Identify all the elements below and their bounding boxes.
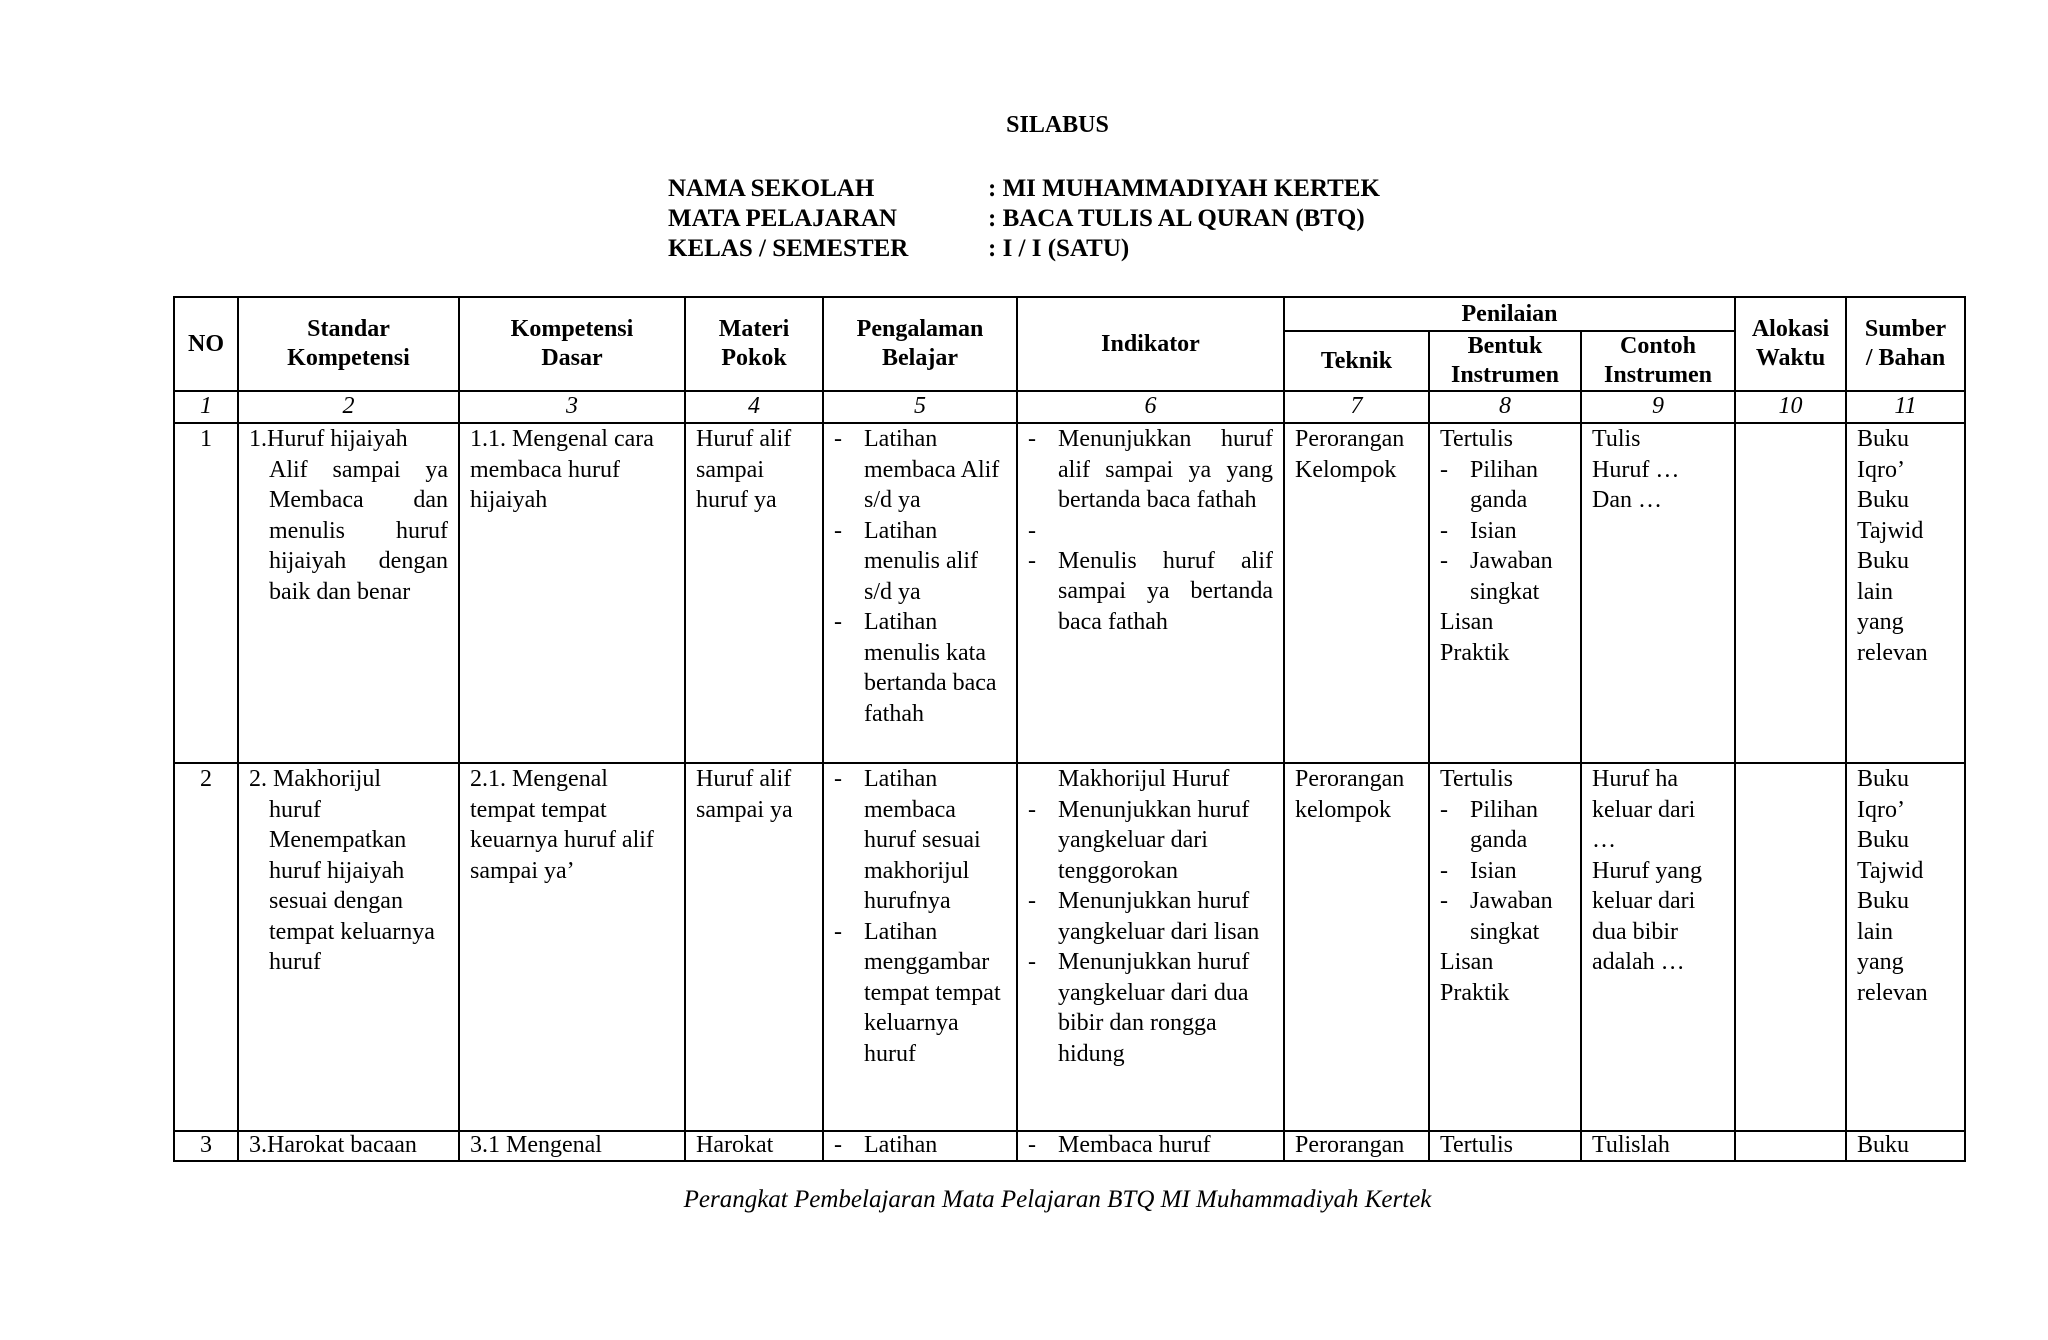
cell-bentuk-instrumen (1429, 763, 1581, 1131)
list-item: - Jawaban singkat (1440, 886, 1570, 947)
header-line: Standar (307, 316, 390, 342)
cell-kompetensi-dasar: 2.1. Mengenal tempat tempat keuarnya huruf alif sampai ya’ (459, 763, 685, 1131)
contoh-line: keluar dari (1592, 796, 1696, 823)
list-item: - Isian (1440, 516, 1570, 547)
sumber-line: Buku (1857, 548, 1910, 574)
cell-sumber-bahan: Buku (1846, 1131, 1965, 1161)
cell-bentuk-instrumen (1429, 423, 1581, 763)
header-line: Dasar (541, 345, 603, 371)
column-number: 2 (238, 391, 459, 423)
spacer (1028, 516, 1273, 546)
contoh-line: Huruf … (1592, 456, 1680, 483)
header-pengalaman-belajar (823, 297, 1017, 391)
sumber-line: lain (1857, 918, 1894, 945)
cell-teknik: Perorangan Kelompok (1284, 423, 1429, 763)
header-line: Bentuk (1467, 333, 1543, 359)
cell-pengalaman-belajar (823, 423, 1017, 763)
header-line: Kompetensi (510, 316, 634, 342)
header-indikator: Indikator (1017, 297, 1284, 391)
cell-sumber-bahan (1846, 763, 1965, 1131)
column-number: 5 (823, 391, 1017, 423)
list-item: - Latihan menulis alif s/d ya (834, 516, 1006, 608)
cell-bentuk-instrumen: Tertulis (1429, 1131, 1581, 1161)
contoh-line: Huruf yang (1592, 857, 1702, 884)
list-item: - Latihan membaca Alif s/d ya (834, 424, 1006, 516)
cell-pengalaman-belajar (823, 763, 1017, 1131)
column-number: 4 (685, 391, 823, 423)
sumber-line: relevan (1857, 979, 1928, 1006)
cell-alokasi-waktu (1735, 763, 1846, 1131)
sk-text: huruf Menempatkan huruf hijaiyah sesuai dengan tempat keluarnya huruf (269, 796, 435, 975)
header-line: Contoh (1620, 333, 1697, 359)
list-item: - Menunjukkan huruf yangkeluar dari lisan (1028, 886, 1273, 947)
cell-kompetensi-dasar: 3.1 Mengenal (459, 1131, 685, 1161)
list-item: - Menunjukkan huruf alif sampai ya yang bertanda baca fathah (1028, 424, 1273, 516)
sk-heading: 1.Huruf hijaiyah (249, 426, 408, 452)
contoh-line: keluar dari (1592, 888, 1696, 914)
meta-label: MATA PELAJARAN (668, 205, 897, 232)
meta-row (668, 234, 1380, 264)
list-item: - Jawaban singkat (1440, 546, 1570, 607)
meta-label: NAMA SEKOLAH (668, 175, 875, 202)
header-no: NO (174, 297, 238, 391)
sumber-line: Iqro’ (1857, 796, 1906, 823)
sumber-line: Buku (1857, 827, 1910, 853)
sumber-line: Buku (1857, 766, 1910, 792)
cell-indikator (1017, 423, 1284, 763)
list-item: - Latihan menggambar tempat tempat keluarnya huruf (834, 917, 1006, 1070)
sumber-line: Buku (1857, 487, 1910, 513)
contoh-line: Huruf ha (1592, 766, 1678, 792)
column-number: 10 (1735, 391, 1846, 423)
list-item: - Isian (1440, 856, 1570, 887)
contoh-line: Dan … (1592, 487, 1662, 513)
cell-indikator (1017, 1131, 1284, 1161)
header-line: Belajar (882, 345, 958, 371)
header-teknik: Teknik (1284, 331, 1429, 391)
cell-materi-pokok: Huruf alif sampai ya (685, 763, 823, 1131)
sumber-line: Tajwid (1857, 517, 1924, 544)
column-number-row (174, 391, 1965, 423)
cell-standar-kompetensi (238, 423, 459, 763)
contoh-line: dua bibir (1592, 918, 1678, 945)
list-item: - Membaca huruf (1028, 1132, 1273, 1159)
meta-value: : I / I (SATU) (988, 235, 1130, 262)
cell-materi-pokok: Harokat (685, 1131, 823, 1161)
syllabus-table (173, 296, 1966, 1162)
column-number: 8 (1429, 391, 1581, 423)
header-line: Materi (718, 316, 790, 342)
header-penilaian: Penilaian (1284, 297, 1735, 331)
list-item: - Menunjukkan huruf yangkeluar dari dua bibir dan rongga hidung (1028, 947, 1273, 1069)
bentuk-heading: Tertulis (1440, 426, 1513, 452)
bentuk-line: Praktik (1440, 979, 1510, 1006)
header-line: Pengalaman (856, 316, 984, 342)
header-materi-pokok (685, 297, 823, 391)
header-sumber-bahan (1846, 297, 1965, 391)
cell-alokasi-waktu (1735, 423, 1846, 763)
cell-alokasi-waktu (1735, 1131, 1846, 1161)
cell-teknik: Perorangan (1284, 1131, 1429, 1161)
list-item: - Latihan membaca huruf sesuai makhorijul hurufnya (834, 764, 1006, 917)
meta-row (668, 204, 1380, 234)
sumber-line: lain (1857, 578, 1894, 605)
header-bentuk-instrumen (1429, 331, 1581, 391)
column-number: 6 (1017, 391, 1284, 423)
column-number: 7 (1284, 391, 1429, 423)
sk-text: Alif sampai ya Membaca dan menulis huruf hijaiyah dengan baik dan benar (269, 456, 448, 605)
contoh-line: Tulis (1592, 426, 1641, 452)
cell-standar-kompetensi (238, 763, 459, 1131)
contoh-line: … (1592, 827, 1616, 853)
header-line: Instrumen (1450, 362, 1559, 388)
header-line: Instrumen (1604, 362, 1713, 388)
sumber-line: Iqro’ (1857, 456, 1906, 483)
meta-row (668, 174, 1380, 204)
sumber-line: Buku (1857, 426, 1910, 452)
cell-no: 1 (174, 423, 238, 763)
column-number: 11 (1846, 391, 1965, 423)
contoh-line: adalah … (1592, 949, 1685, 975)
column-number: 9 (1581, 391, 1735, 423)
list-item: - Latihan menulis kata bertanda baca fathah (834, 607, 1006, 729)
header-kompetensi-dasar (459, 297, 685, 391)
cell-teknik: Perorangan kelompok (1284, 763, 1429, 1131)
identity-block (668, 174, 1380, 264)
meta-label: KELAS / SEMESTER (668, 235, 909, 262)
meta-value: : MI MUHAMMADIYAH KERTEK (988, 175, 1380, 202)
cell-contoh-instrumen (1581, 763, 1735, 1131)
column-number: 1 (174, 391, 238, 423)
sk-heading: 2. Makhorijul (249, 766, 381, 792)
list-item: - Menulis huruf alif sampai ya bertanda baca fathah (1028, 546, 1273, 638)
cell-sumber-bahan (1846, 423, 1965, 763)
sumber-line: Tajwid (1857, 857, 1924, 884)
table-row (174, 1131, 1965, 1161)
cell-kompetensi-dasar: 1.1. Mengenal cara membaca huruf hijaiyah (459, 423, 685, 763)
list-item: - Pilihan ganda (1440, 455, 1570, 516)
cell-pengalaman-belajar (823, 1131, 1017, 1161)
list-item: - Pilihan ganda (1440, 795, 1570, 856)
cell-indikator (1017, 763, 1284, 1131)
meta-value: : BACA TULIS AL QURAN (BTQ) (988, 205, 1365, 232)
bentuk-line: Lisan (1440, 609, 1494, 635)
bentuk-line: Praktik (1440, 639, 1510, 666)
sumber-line: Buku (1857, 888, 1910, 914)
header-alokasi-waktu (1735, 297, 1846, 391)
sumber-line: relevan (1857, 639, 1928, 666)
cell-materi-pokok: Huruf alif sampai huruf ya (685, 423, 823, 763)
cell-no: 3 (174, 1131, 238, 1161)
header-standar-kompetensi (238, 297, 459, 391)
header-line: Sumber (1864, 316, 1947, 342)
indikator-heading: Makhorijul Huruf (1058, 766, 1230, 792)
cell-contoh-instrumen (1581, 423, 1735, 763)
bentuk-heading: Tertulis (1440, 766, 1513, 792)
cell-contoh-instrumen: Tulislah (1581, 1131, 1735, 1161)
table-row (174, 763, 1965, 1131)
header-line: Alokasi (1751, 316, 1830, 342)
header-line: Kompetensi (287, 345, 410, 371)
header-row (174, 297, 1965, 331)
page-footer: Perangkat Pembelajaran Mata Pelajaran BTQ MI Muhammadiyah Kertek (683, 1186, 1432, 1213)
header-line: / Bahan (1865, 345, 1946, 371)
header-line: Waktu (1755, 345, 1826, 371)
bentuk-line: Lisan (1440, 949, 1494, 975)
table-row (174, 423, 1965, 763)
list-item: - Latihan (834, 1132, 1006, 1159)
sumber-line: yang (1857, 609, 1904, 635)
column-number: 3 (459, 391, 685, 423)
list-item: - Menunjukkan huruf yangkeluar dari tenggorokan (1028, 795, 1273, 887)
sumber-line: yang (1857, 949, 1904, 975)
cell-no: 2 (174, 763, 238, 1131)
cell-standar-kompetensi: 3.Harokat bacaan (238, 1131, 459, 1161)
document-title: SILABUS (1006, 112, 1109, 138)
header-contoh-instrumen (1581, 331, 1735, 391)
header-line: Pokok (721, 345, 787, 371)
